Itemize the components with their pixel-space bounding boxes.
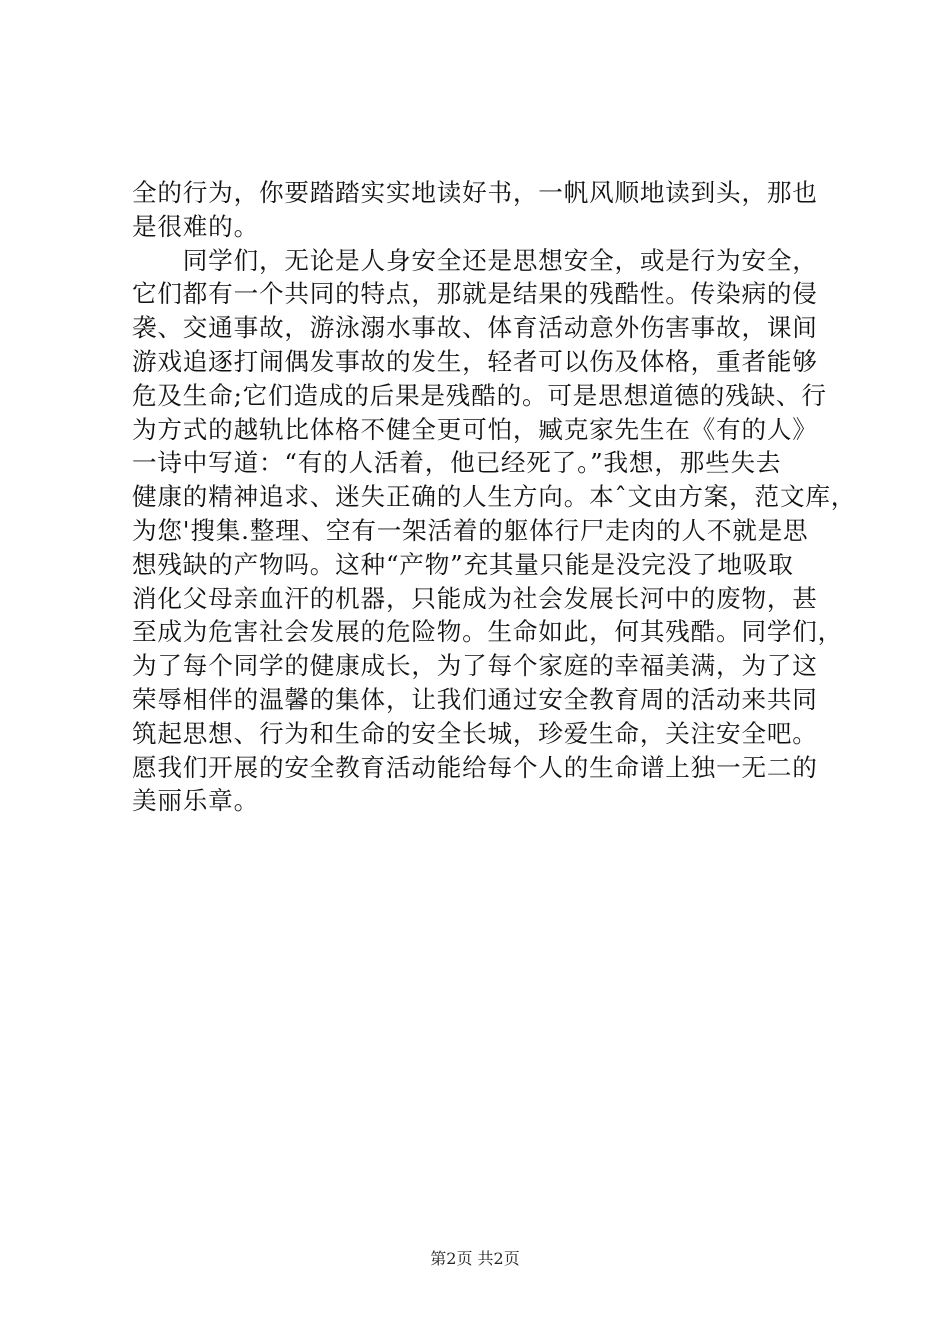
- text-line: 全的行为，你要踏踏实实地读好书，一帆风顺地读到头，那也: [132, 178, 818, 207]
- text-line: 是很难的。: [132, 211, 259, 241]
- text-line: 荣辱相伴的温馨的集体，让我们通过安全教育周的活动来共同: [132, 684, 818, 714]
- text-line: 美丽乐章。: [132, 786, 259, 816]
- text-line: 想残缺的产物吗。这种“产物”充其量只能是没完没了地吸取: [132, 549, 794, 579]
- text-line: 愿我们开展的安全教育活动能给每个人的生命谱上独一无二的: [132, 752, 818, 782]
- text-line: 消化父母亲血汗的机器，只能成为社会发展长河中的废物，甚: [132, 583, 818, 613]
- text-line: 一诗中写道：“有的人活着，他已经死了。”我想，那些失去: [132, 448, 782, 478]
- body-text: [132, 176, 857, 818]
- text-line: 危及生命;它们造成的后果是残酷的。可是思想道德的残缺、行: [132, 380, 827, 410]
- text-line: 为您'搜集.整理、空有一架活着的躯体行尸走肉的人不就是思: [132, 515, 809, 545]
- page-footer: 第2页 共2页: [430, 1249, 520, 1268]
- text-line: 健康的精神追求、迷失正确的人生方向。本ˆ文由方案，范文库，: [132, 482, 857, 512]
- text-line: 同学们，无论是人身安全还是思想安全，或是行为安全，: [132, 245, 818, 275]
- text-line: 筑起思想、行为和生命的安全长城，珍爱生命，关注安全吧。: [132, 718, 818, 748]
- text-line: 至成为危害社会发展的危险物。生命如此，何其残酷。同学们，: [132, 617, 844, 647]
- text-line: 它们都有一个共同的特点，那就是结果的残酷性。传染病的侵: [132, 279, 818, 309]
- text-line: 为了每个同学的健康成长，为了每个家庭的幸福美满，为了这: [132, 651, 818, 681]
- text-line: 为方式的越轨比体格不健全更可怕，臧克家先生在《有的人》: [132, 414, 818, 444]
- text-line: 袭、交通事故，游泳溺水事故、体育活动意外伤害事故，课间: [132, 313, 818, 343]
- text-line: 游戏追逐打闹偶发事故的发生，轻者可以伤及体格，重者能够: [132, 346, 818, 376]
